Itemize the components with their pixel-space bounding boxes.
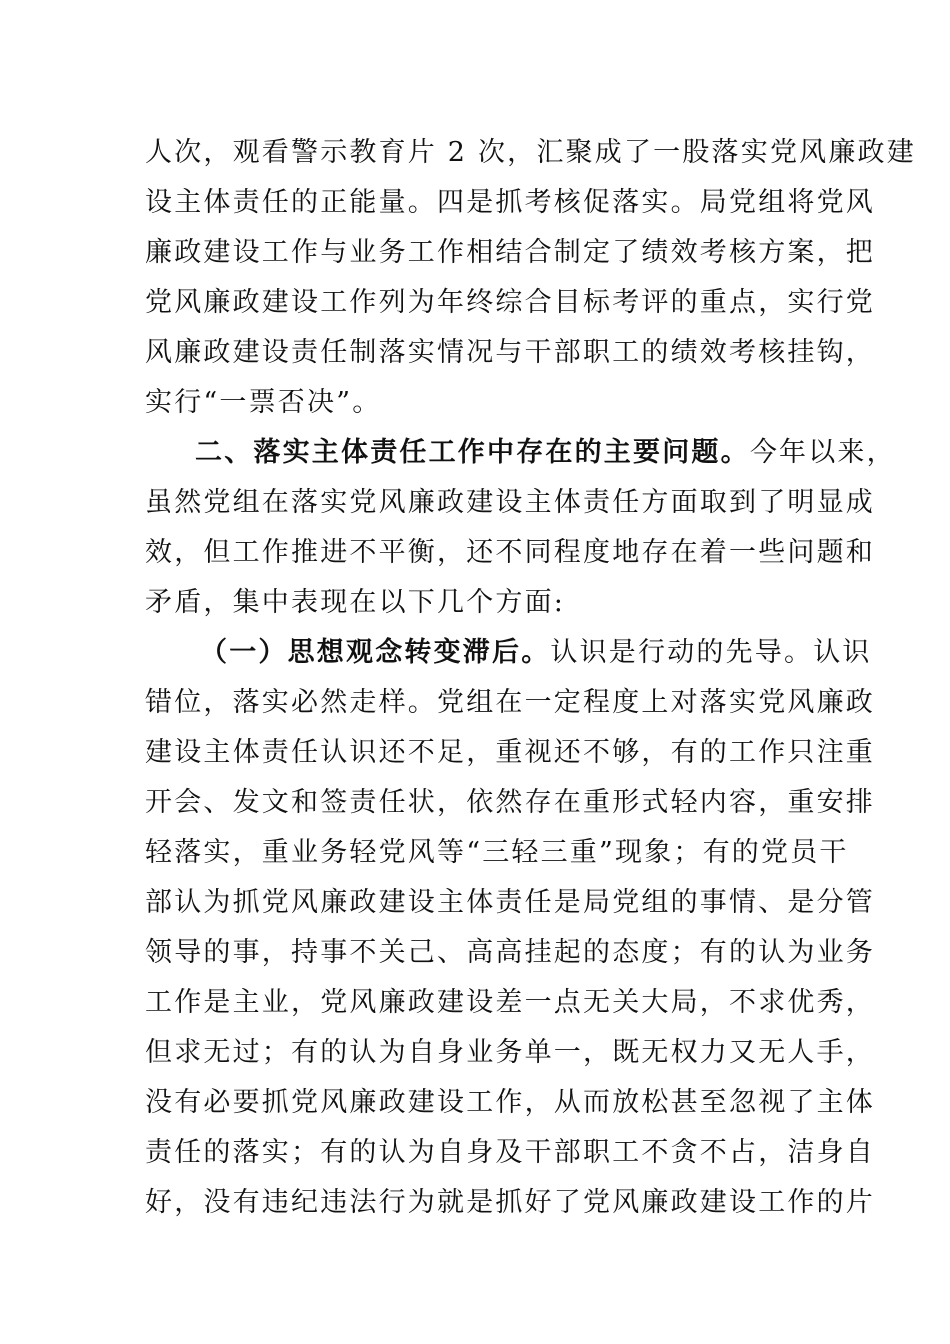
text-line: 设主体责任的正能量。四是抓考核促落实。局党组将党风 — [145, 187, 875, 218]
text-line: 效，但工作推进不平衡，还不同程度地存在着一些问题和 — [145, 537, 875, 568]
text-line: 风廉政建设责任制落实情况与干部职工的绩效考核挂钩， — [145, 337, 875, 368]
section-heading-line — [195, 437, 896, 469]
section-text: 今年以来， — [749, 437, 896, 468]
text-line: 责任的落实；有的认为自身及干部职工不贪不占，洁身自 — [145, 1137, 875, 1168]
text-line: 实行“一票否决”。 — [145, 387, 382, 418]
text-line: 矛盾，集中表现在以下几个方面: — [145, 587, 566, 618]
subsection-heading: （一）思想观念转变滞后。 — [200, 637, 551, 668]
text-line: 领导的事，持事不关己、高高挂起的态度；有的认为业务 — [145, 937, 875, 968]
text-line: 好，没有违纪违法行为就是抓好了党风廉政建设工作的片 — [145, 1187, 875, 1218]
text-line: 开会、发文和签责任状，依然存在重形式轻内容，重安排 — [145, 787, 875, 818]
text-line: 党风廉政建设工作列为年终综合目标考评的重点，实行党 — [145, 287, 875, 318]
text-line: 没有必要抓党风廉政建设工作，从而放松甚至忽视了主体 — [145, 1087, 875, 1118]
subsection-text: 认识是行动的先导。认识 — [550, 637, 872, 668]
subsection-heading-line — [200, 637, 872, 669]
text-line: 建设主体责任认识还不足，重视还不够，有的工作只注重 — [145, 737, 875, 768]
text-line: 轻落实，重业务轻党风等“三轻三重”现象；有的党员干 — [145, 837, 849, 868]
text-line: 虽然党组在落实党风廉政建设主体责任方面取到了明显成 — [145, 487, 875, 518]
text-line: 但求无过；有的认为自身业务单一，既无权力又无人手， — [145, 1037, 875, 1068]
text-line: 廉政建设工作与业务工作相结合制定了绩效考核方案，把 — [145, 237, 875, 268]
text-line: 错位，落实必然走样。党组在一定程度上对落实党风廉政 — [145, 687, 875, 718]
text-line: 人次，观看警示教育片 2 次，汇聚成了一股落实党风廉政建 — [145, 137, 916, 168]
text-line: 部认为抓党风廉政建设主体责任是局党组的事情、是分管 — [145, 887, 875, 918]
section-heading: 二、落实主体责任工作中存在的主要问题。 — [195, 437, 750, 468]
text-line: 工作是主业，党风廉政建设差一点无关大局，不求优秀， — [145, 987, 875, 1018]
